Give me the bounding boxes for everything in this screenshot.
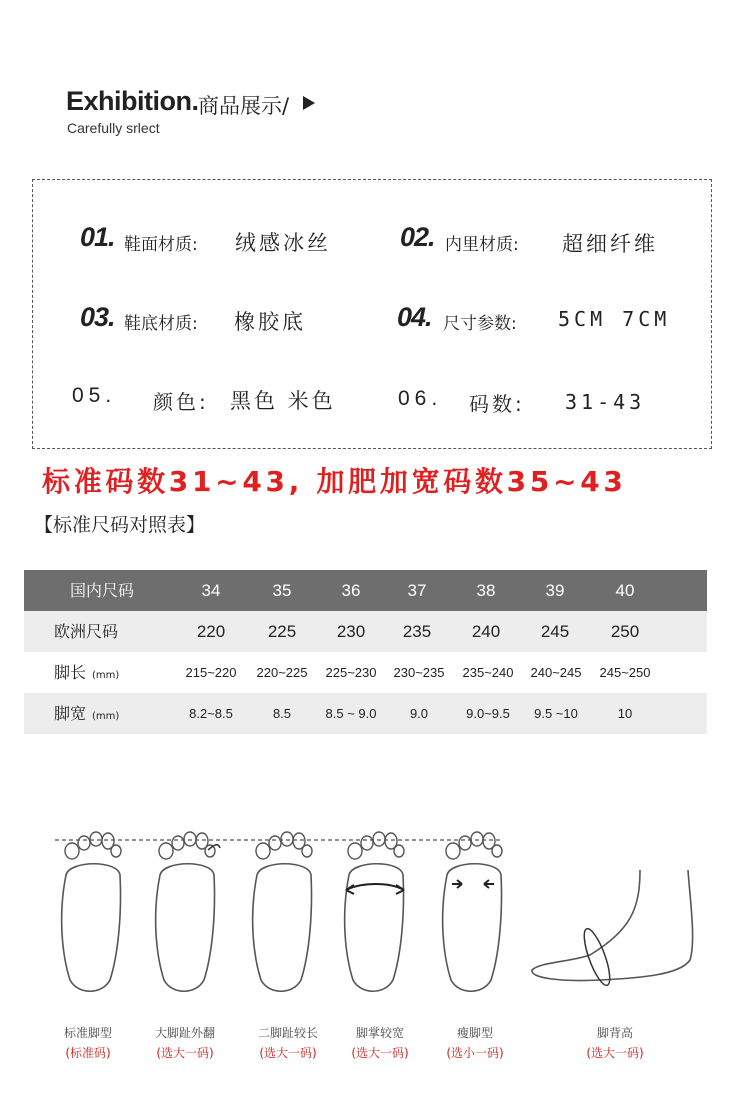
- table-cell: 220: [196, 622, 226, 641]
- spec-value: 绒感冰丝: [235, 231, 331, 255]
- table-cell: 36: [341, 581, 361, 600]
- foot-type-label: 二脚趾较长: [257, 1026, 318, 1040]
- table-cell: 235: [402, 622, 432, 641]
- foot-type-note: (选大一码): [156, 1046, 214, 1060]
- table-cell: 230~235: [393, 665, 445, 680]
- play-triangle-icon: [303, 96, 315, 110]
- header-title-en: Exhibition.: [66, 86, 199, 116]
- spec-label: 鞋面材质:: [124, 235, 198, 255]
- table-cell: 8.5: [272, 706, 292, 721]
- table-row: [24, 652, 707, 693]
- size-table: [24, 570, 707, 734]
- spec-value: 31-43: [565, 390, 646, 414]
- row-header: 国内尺码: [70, 581, 135, 600]
- table-cell: 38: [476, 581, 496, 600]
- row-header: 脚长 (mm): [54, 663, 120, 682]
- table-cell: 9.0~9.5: [466, 706, 510, 721]
- size-table-title: 【标准尺码对照表】: [34, 514, 206, 536]
- foot-type-label: 大脚趾外翻: [154, 1026, 215, 1040]
- spec-value: 黑色 米色: [230, 389, 336, 413]
- foot-type-label: 标准脚型: [63, 1026, 112, 1040]
- foot-type-note: (选大一码): [259, 1046, 317, 1060]
- table-cell: 250: [610, 622, 640, 641]
- foot-type-note: (选大一码): [586, 1046, 644, 1060]
- header-subtitle: Carefully srlect: [67, 120, 160, 136]
- spec-value: 超细纤维: [562, 232, 658, 256]
- spec-label: 尺寸参数:: [443, 314, 517, 334]
- table-cell: 245: [540, 622, 570, 641]
- spec-value: 5CM 7CM: [558, 307, 671, 331]
- foot-narrow-icon: [443, 832, 502, 991]
- table-cell: 225: [267, 622, 297, 641]
- table-cell: 10: [617, 706, 633, 721]
- spec-label: 码数:: [469, 392, 525, 416]
- table-row: [24, 611, 707, 652]
- foot-type-label: 脚掌较宽: [355, 1026, 404, 1040]
- spec-label: 内里材质:: [445, 235, 519, 255]
- spec-num: 02.: [400, 222, 435, 252]
- spec-num: 05.: [72, 384, 117, 407]
- foot-type-note: (选小一码): [446, 1046, 504, 1060]
- table-row: [24, 693, 707, 734]
- header-title-cn: 商品展示/: [198, 94, 290, 118]
- foot-long-second-toe-icon: [253, 832, 312, 991]
- table-cell: 8.5 ~ 9.0: [325, 706, 377, 721]
- table-cell: 220~225: [256, 665, 308, 680]
- table-cell: 240: [471, 622, 501, 641]
- spec-num: 03.: [80, 302, 115, 332]
- table-cell: 39: [545, 581, 565, 600]
- row-header: 脚宽 (mm): [54, 704, 120, 723]
- table-cell: 35: [272, 581, 292, 600]
- foot-wide-icon: [345, 832, 404, 991]
- table-cell: 225~230: [325, 665, 377, 680]
- table-cell: 235~240: [462, 665, 514, 680]
- table-cell: 40: [615, 581, 635, 600]
- table-cell: 34: [201, 581, 221, 600]
- foot-standard-icon: [62, 832, 121, 991]
- size-range-notice: 标准码数31~43, 加肥加宽码数35~43: [42, 465, 627, 498]
- table-cell: 37: [407, 581, 427, 600]
- foot-high-instep-icon: [532, 870, 693, 988]
- foot-type-label: 瘦脚型: [456, 1026, 493, 1040]
- foot-type-label: 脚背高: [596, 1026, 633, 1040]
- table-cell: 230: [336, 622, 366, 641]
- spec-value: 橡胶底: [234, 310, 306, 334]
- table-cell: 9.5 ~10: [534, 706, 578, 721]
- table-row: [24, 570, 707, 611]
- spec-label: 颜色:: [153, 390, 209, 414]
- spec-num: 04.: [397, 302, 432, 332]
- foot-type-note: (选大一码): [351, 1046, 409, 1060]
- foot-type-note: (标准码): [65, 1046, 111, 1060]
- table-cell: 245~250: [599, 665, 651, 680]
- table-cell: 9.0: [409, 706, 429, 721]
- row-header: 欧洲尺码: [54, 622, 119, 641]
- spec-num: 06.: [398, 387, 443, 410]
- spec-label: 鞋底材质:: [124, 314, 198, 334]
- spec-num: 01.: [80, 222, 115, 252]
- table-cell: 240~245: [530, 665, 582, 680]
- foot-bunion-icon: [156, 832, 220, 991]
- table-cell: 8.2~8.5: [189, 706, 233, 721]
- table-cell: 215~220: [185, 665, 237, 680]
